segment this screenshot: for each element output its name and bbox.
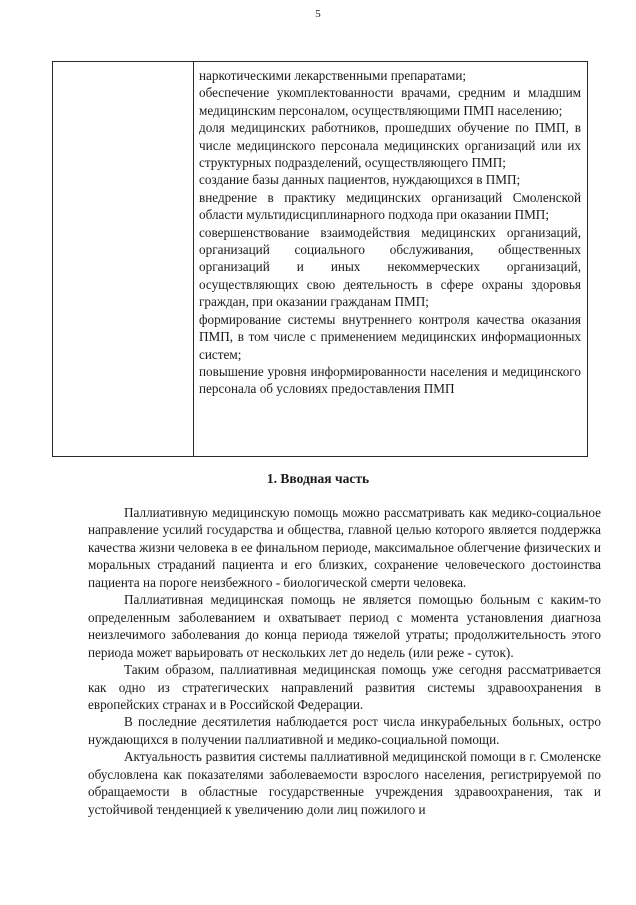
column-divider xyxy=(193,62,194,456)
section-heading: 1. Вводная часть xyxy=(266,471,370,486)
paragraph: Паллиативную медицинскую помощь можно рассматривать как медико-социальное направление усилий государства и общества, главной целью которого является поддержка качества жизни человека в ее финальном периоде, максимальное облегчение физических и моральных страданий пациента и его близких, сохранение человеческого достоинства пациента на пороге неизбежного - биологической смерти человека. xyxy=(88,505,601,590)
paragraph: Паллиативная медицинская помощь не является помощью больным с каким-то определенным заболеванием и охватывает период с момента установления диагноза неизлечимого заболевания до конца периода тяжелой утраты; продолжительность этого периода может варьировать от нескольких лет до недель (или реже - суток). xyxy=(88,592,601,660)
paragraph: Таким образом, паллиативная медицинская помощь уже сегодня рассматривается как одно из стратегических направлений развития системы здравоохранения в европейских странах и в Российской Федерации. xyxy=(88,662,601,712)
section-body xyxy=(88,504,601,818)
table-cell-line: создание базы данных пациентов, нуждающихся в ПМП; xyxy=(199,172,521,188)
page-number: 5 xyxy=(315,8,321,20)
table-cell-line: обеспечение укомплектованности врачами, средним и младшим медицинским персоналом, осуществляющими ПМП населению; xyxy=(199,85,581,118)
table-cell-line: совершенствование взаимодействия медицинских организаций, организаций социального обслуживания, общественных организаций и иных некоммерческих организаций, осуществляющих свою деятельность в сфере охраны здоровья граждан, при оказании гражданам ПМП; xyxy=(199,224,581,310)
table-right-cell xyxy=(199,67,581,398)
table-cell-line: формирование системы внутреннего контроля качества оказания ПМП, в том числе с применением медицинских информационных систем; xyxy=(199,311,581,362)
paragraph: Актуальность развития системы паллиативной медицинской помощи в г. Смоленске обусловлена как показателями заболеваемости взрослого населения, регистрируемой по обращаемости в областные государственные учреждения здравоохранения, так и устойчивой тенденцией к увеличению доли лиц пожилого и xyxy=(88,749,601,817)
paragraph: В последние десятилетия наблюдается рост числа инкурабельных больных, остро нуждающихся в получении паллиативной и медико-социальной помощи. xyxy=(88,714,601,747)
table-cell-line: повышение уровня информированности населения и медицинского персонала об условиях предоставления ПМП xyxy=(199,363,581,397)
table-cell-line: доля медицинских работников, прошедших обучение по ПМП, в числе медицинского персонала медицинских организаций или их структурных подразделений, осуществляющего ПМП; xyxy=(199,120,581,171)
table xyxy=(52,61,588,457)
table-cell-line: внедрение в практику медицинских организаций Смоленской области мультидисциплинарного подхода при оказании ПМП; xyxy=(199,189,581,223)
table-cell-line: наркотическими лекарственными препаратами; xyxy=(199,68,467,83)
